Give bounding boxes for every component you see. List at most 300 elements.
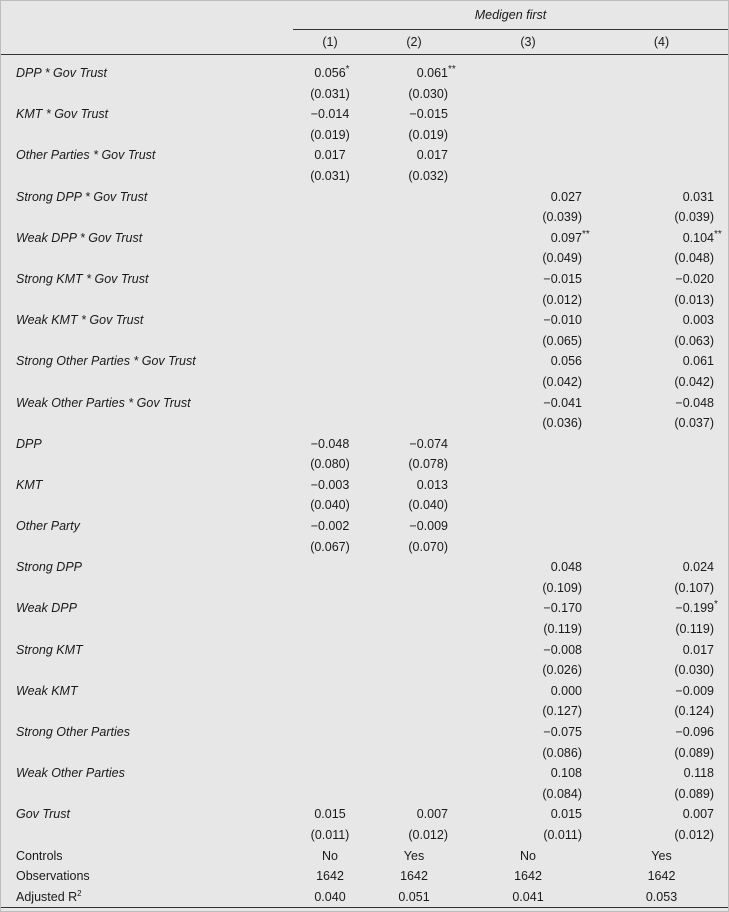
row-label-blank <box>1 619 293 640</box>
standard-error-cell <box>367 743 461 764</box>
standard-error-cell: (0.086) <box>542 745 582 760</box>
coefficient-cell <box>461 475 595 496</box>
coefficient-value <box>675 598 718 619</box>
table-row <box>1 310 728 331</box>
standard-error-cell: (0.031) <box>310 86 350 101</box>
table-row <box>1 701 728 722</box>
row-label-blank <box>1 701 293 722</box>
coefficient-value <box>683 187 714 208</box>
coefficient-value <box>551 351 582 372</box>
footer-label-text: Controls <box>16 848 63 863</box>
row-label-blank <box>1 495 293 516</box>
coefficient-cell <box>293 434 367 455</box>
standard-error-cell <box>367 331 461 352</box>
coefficient-cell <box>367 763 461 784</box>
row-label: Strong Other Parties <box>16 725 130 739</box>
coefficient-cell <box>461 393 595 414</box>
row-label-blank <box>1 784 293 805</box>
group-title: Medigen first <box>293 1 728 30</box>
row-label-blank <box>1 660 293 681</box>
coefficient-cell <box>595 516 728 537</box>
coefficient-value <box>675 269 714 290</box>
standard-error-cell: (0.012) <box>408 827 448 842</box>
table-row <box>1 557 728 578</box>
standard-error-cell <box>293 743 367 764</box>
standard-error-cell: (0.127) <box>542 704 582 719</box>
standard-error-cell: (0.013) <box>674 292 714 307</box>
coefficient-value <box>551 763 582 784</box>
table-row <box>1 784 728 805</box>
coefficient-cell <box>293 681 367 702</box>
coefficient-cell <box>461 763 595 784</box>
row-label-blank <box>1 248 293 269</box>
significance-stars: ** <box>582 228 590 240</box>
coefficient-cell <box>595 598 728 619</box>
coefficient-value <box>683 557 714 578</box>
coefficient-number: −0.003 <box>310 477 350 492</box>
table-row <box>1 434 728 455</box>
footer-value: 0.053 <box>595 887 728 908</box>
coefficient-number: 0.108 <box>550 766 582 781</box>
coefficient-number: −0.074 <box>409 436 448 451</box>
coefficient-cell <box>461 598 595 619</box>
standard-error-cell <box>367 290 461 311</box>
standard-error-cell <box>367 578 461 599</box>
standard-error-cell: (0.026) <box>542 663 582 678</box>
coefficient-cell <box>595 804 728 825</box>
coefficient-cell <box>293 351 367 372</box>
coefficient-number: −0.015 <box>409 107 448 122</box>
table-row <box>1 887 728 908</box>
standard-error-cell: (0.039) <box>674 210 714 225</box>
coefficient-cell <box>595 269 728 290</box>
coefficient-value <box>314 63 350 84</box>
table-row <box>1 640 728 661</box>
coefficient-number: −0.041 <box>543 395 582 410</box>
standard-error-cell <box>293 413 367 434</box>
table-row <box>1 269 728 290</box>
coefficient-cell <box>293 804 367 825</box>
standard-error-cell <box>461 495 595 516</box>
standard-error-cell: (0.011) <box>310 827 350 842</box>
coefficient-number: 0.007 <box>416 807 448 822</box>
row-label-blank <box>1 825 293 846</box>
coefficient-cell <box>367 434 461 455</box>
standard-error-cell <box>461 125 595 146</box>
table-body <box>1 63 728 908</box>
row-label: Other Party <box>16 519 80 534</box>
coefficient-value <box>311 475 350 496</box>
row-label-blank <box>1 372 293 393</box>
coefficient-number: −0.014 <box>310 107 350 122</box>
coefficient-number: 0.003 <box>682 313 714 328</box>
footer-value: 1642 <box>514 869 542 884</box>
coefficient-cell <box>595 310 728 331</box>
standard-error-cell <box>461 454 595 475</box>
coefficient-cell <box>293 228 367 249</box>
table-row <box>1 248 728 269</box>
coefficient-cell <box>461 351 595 372</box>
standard-error-cell <box>367 413 461 434</box>
footer-value: No <box>520 848 536 863</box>
row-label-blank <box>1 413 293 434</box>
standard-error-cell <box>595 495 728 516</box>
table-row <box>1 228 728 249</box>
footer-label <box>1 887 293 908</box>
coefficient-value <box>551 557 582 578</box>
coefficient-value <box>409 104 448 125</box>
table-row <box>1 804 728 825</box>
row-label: Strong DPP <box>16 560 83 575</box>
standard-error-cell: (0.031) <box>310 168 350 183</box>
row-label-blank <box>1 290 293 311</box>
row-label: Strong KMT <box>16 642 83 657</box>
standard-error-cell: (0.119) <box>543 622 582 637</box>
coefficient-cell <box>461 310 595 331</box>
standard-error-cell <box>293 372 367 393</box>
coefficient-number: 0.017 <box>416 148 448 163</box>
coefficient-number: 0.017 <box>314 148 346 163</box>
regression-table <box>1 1 728 908</box>
standard-error-cell: (0.040) <box>310 498 350 513</box>
footer-label-text: Adjusted R <box>16 889 78 904</box>
standard-error-cell: (0.036) <box>542 416 582 431</box>
coefficient-number: 0.024 <box>682 560 714 575</box>
standard-error-cell: (0.080) <box>310 457 350 472</box>
column-header-blank <box>1 30 293 55</box>
coefficient-cell <box>461 145 595 166</box>
coefficient-cell <box>595 557 728 578</box>
coefficient-cell <box>367 557 461 578</box>
table-row <box>1 393 728 414</box>
coefficient-cell <box>461 63 595 84</box>
standard-error-cell <box>595 125 728 146</box>
standard-error-cell <box>461 84 595 105</box>
coefficient-value <box>409 516 448 537</box>
coefficient-cell <box>461 104 595 125</box>
column-header-1: (1) <box>293 30 367 55</box>
coefficient-value <box>417 145 448 166</box>
standard-error-cell <box>595 84 728 105</box>
coefficient-cell <box>595 640 728 661</box>
row-label-blank <box>1 743 293 764</box>
coefficient-value <box>409 434 448 455</box>
coefficient-value <box>417 804 448 825</box>
coefficient-value <box>675 681 714 702</box>
coefficient-number: 0.104 <box>682 230 714 245</box>
coefficient-cell <box>293 393 367 414</box>
standard-error-cell: (0.011) <box>543 827 582 842</box>
coefficient-cell <box>595 187 728 208</box>
footer-value: 1642 <box>316 869 344 884</box>
coefficient-cell <box>293 310 367 331</box>
coefficient-cell <box>293 557 367 578</box>
coefficient-value <box>683 804 714 825</box>
coefficient-value <box>683 351 714 372</box>
standard-error-cell: (0.124) <box>674 704 714 719</box>
table-row <box>1 660 728 681</box>
coefficient-cell <box>293 763 367 784</box>
coefficient-number: −0.009 <box>409 519 448 534</box>
coefficient-cell <box>293 722 367 743</box>
coefficient-cell <box>367 640 461 661</box>
header-spacer <box>1 55 728 64</box>
table-row <box>1 578 728 599</box>
table-row <box>1 681 728 702</box>
footer-value: Yes <box>651 848 672 863</box>
standard-error-cell: (0.030) <box>408 86 448 101</box>
standard-error-cell: (0.070) <box>408 539 448 554</box>
row-label-blank <box>1 454 293 475</box>
standard-error-cell: (0.042) <box>542 374 582 389</box>
coefficient-value <box>543 269 582 290</box>
coefficient-cell <box>367 310 461 331</box>
column-header-3: (3) <box>461 30 595 55</box>
coefficient-number: 0.015 <box>314 807 346 822</box>
standard-error-cell <box>461 537 595 558</box>
row-label: Weak KMT * Gov Trust <box>16 313 144 328</box>
standard-error-cell <box>293 660 367 681</box>
standard-error-cell: (0.042) <box>674 374 714 389</box>
standard-error-cell: (0.084) <box>542 786 582 801</box>
table-row <box>1 537 728 558</box>
standard-error-cell: (0.037) <box>674 416 714 431</box>
coefficient-number: −0.010 <box>543 313 582 328</box>
row-label: DPP <box>16 436 42 451</box>
standard-error-cell: (0.012) <box>674 827 714 842</box>
row-label: Other Parties * Gov Trust <box>16 148 156 163</box>
table-row <box>1 63 728 84</box>
footer-value: 1642 <box>400 869 428 884</box>
footer-label-text: Observations <box>16 869 90 884</box>
coefficient-cell <box>367 681 461 702</box>
coefficient-number: 0.000 <box>550 683 582 698</box>
standard-error-cell: (0.063) <box>674 333 714 348</box>
row-label: KMT <box>16 477 43 492</box>
row-label: Strong DPP * Gov Trust <box>16 189 148 204</box>
coefficient-value <box>683 640 714 661</box>
coefficient-cell <box>595 228 728 249</box>
coefficient-cell <box>367 393 461 414</box>
coefficient-cell <box>367 351 461 372</box>
coefficient-cell <box>595 393 728 414</box>
significance-stars: * <box>714 599 718 611</box>
table-row <box>1 825 728 846</box>
coefficient-number: −0.075 <box>543 725 582 739</box>
standard-error-cell <box>293 207 367 228</box>
coefficient-cell <box>293 104 367 125</box>
significance-stars: * <box>345 64 350 75</box>
coefficient-value <box>543 310 582 331</box>
coefficient-value <box>314 804 345 825</box>
standard-error-cell: (0.012) <box>542 292 582 307</box>
standard-error-cell: (0.030) <box>674 663 714 678</box>
coefficient-cell <box>293 475 367 496</box>
standard-error-cell <box>293 701 367 722</box>
column-header-4: (4) <box>595 30 728 55</box>
footer-label <box>1 846 293 867</box>
row-label: Strong Other Parties * Gov Trust <box>16 354 196 369</box>
coefficient-cell <box>293 516 367 537</box>
row-label: Weak DPP * Gov Trust <box>16 230 143 245</box>
row-label-blank <box>1 578 293 599</box>
row-label: DPP * Gov Trust <box>16 66 107 80</box>
coefficient-number: −0.048 <box>310 436 350 451</box>
coefficient-cell <box>595 63 728 84</box>
coefficient-value <box>551 187 582 208</box>
coefficient-cell <box>293 598 367 619</box>
coefficient-number: 0.017 <box>682 642 714 657</box>
coefficient-cell <box>367 598 461 619</box>
table-row <box>1 454 728 475</box>
standard-error-cell <box>367 248 461 269</box>
row-label: Weak KMT <box>16 683 78 698</box>
table-row <box>1 866 728 887</box>
standard-error-cell: (0.040) <box>408 498 448 513</box>
coefficient-value <box>416 63 456 84</box>
footer-label-superscript: 2 <box>77 888 82 898</box>
table-row <box>1 372 728 393</box>
table-row <box>1 495 728 516</box>
coefficient-number: 0.007 <box>682 807 714 822</box>
coefficient-number: 0.097 <box>550 230 582 245</box>
coefficient-cell <box>293 640 367 661</box>
table-row <box>1 763 728 784</box>
coefficient-cell <box>293 63 367 84</box>
coefficient-value <box>311 104 350 125</box>
coefficient-value <box>675 393 714 414</box>
standard-error-cell: (0.032) <box>408 168 448 183</box>
table-row <box>1 598 728 619</box>
coefficient-number: −0.015 <box>543 271 582 286</box>
standard-error-cell: (0.107) <box>674 580 714 595</box>
row-label: Weak DPP <box>16 601 77 616</box>
coefficient-cell <box>367 187 461 208</box>
coefficient-value <box>311 516 350 537</box>
standard-error-cell: (0.089) <box>674 786 714 801</box>
standard-error-cell <box>367 372 461 393</box>
coefficient-number: 0.015 <box>550 807 582 822</box>
coefficient-cell <box>461 640 595 661</box>
standard-error-cell <box>595 537 728 558</box>
coefficient-number: −0.096 <box>675 725 714 739</box>
table-row <box>1 722 728 743</box>
row-label-blank <box>1 331 293 352</box>
coefficient-cell <box>461 804 595 825</box>
footer-label <box>1 866 293 887</box>
standard-error-cell <box>595 454 728 475</box>
coefficient-cell <box>367 722 461 743</box>
footer-value: No <box>322 848 338 863</box>
standard-error-cell: (0.078) <box>408 457 448 472</box>
table-row <box>1 516 728 537</box>
coefficient-number: 0.056 <box>550 354 582 369</box>
coefficient-number: −0.199 <box>675 601 714 616</box>
coefficient-cell <box>293 187 367 208</box>
coefficient-cell <box>461 681 595 702</box>
coefficient-value <box>551 681 582 702</box>
standard-error-cell <box>293 331 367 352</box>
coefficient-value <box>314 145 345 166</box>
row-label: Strong KMT * Gov Trust <box>16 271 149 286</box>
coefficient-cell <box>461 269 595 290</box>
coefficient-number: 0.061 <box>416 66 448 80</box>
standard-error-cell: (0.048) <box>674 251 714 266</box>
footer-value: Yes <box>403 848 425 863</box>
footer-value: 0.041 <box>461 887 595 908</box>
coefficient-cell <box>367 145 461 166</box>
coefficient-cell <box>461 228 595 249</box>
footer-value: 0.040 <box>293 887 367 908</box>
footer-value: 0.051 <box>367 887 461 908</box>
significance-stars: ** <box>714 228 722 240</box>
table-row <box>1 475 728 496</box>
coefficient-cell <box>595 434 728 455</box>
table-row <box>1 413 728 434</box>
coefficient-cell <box>293 145 367 166</box>
table-row <box>1 166 728 187</box>
standard-error-cell: (0.119) <box>675 622 714 637</box>
standard-error-cell <box>367 660 461 681</box>
standard-error-cell <box>293 784 367 805</box>
standard-error-cell <box>293 578 367 599</box>
coefficient-value <box>683 310 714 331</box>
row-label-blank <box>1 84 293 105</box>
coefficient-cell <box>461 722 595 743</box>
coefficient-number: 0.013 <box>416 477 448 492</box>
standard-error-cell: (0.089) <box>674 745 714 760</box>
standard-error-cell: (0.065) <box>542 333 582 348</box>
coefficient-cell <box>595 145 728 166</box>
coefficient-value <box>684 763 714 784</box>
coefficient-number: −0.020 <box>675 271 714 286</box>
coefficient-cell <box>461 434 595 455</box>
coefficient-cell <box>367 104 461 125</box>
coefficient-number: 0.027 <box>550 189 582 204</box>
coefficient-value <box>417 475 448 496</box>
standard-error-cell: (0.049) <box>542 251 582 266</box>
coefficient-cell <box>367 516 461 537</box>
coefficient-value <box>675 722 714 743</box>
standard-error-cell <box>293 290 367 311</box>
coefficient-value <box>682 228 722 249</box>
row-label-blank <box>1 166 293 187</box>
coefficient-cell <box>595 475 728 496</box>
coefficient-cell <box>461 187 595 208</box>
coefficient-cell <box>595 681 728 702</box>
standard-error-cell <box>595 166 728 187</box>
coefficient-cell <box>595 104 728 125</box>
coefficient-value <box>551 804 582 825</box>
coefficient-value <box>543 722 582 743</box>
coefficient-cell <box>367 475 461 496</box>
table-row <box>1 104 728 125</box>
standard-error-cell: (0.019) <box>408 127 448 142</box>
coefficient-cell <box>367 228 461 249</box>
row-label: KMT * Gov Trust <box>16 107 109 122</box>
row-label: Weak Other Parties <box>16 766 125 781</box>
table-row <box>1 145 728 166</box>
standard-error-cell: (0.039) <box>542 210 582 225</box>
table-row <box>1 331 728 352</box>
row-label-blank <box>1 125 293 146</box>
standard-error-cell <box>461 166 595 187</box>
coefficient-cell <box>293 269 367 290</box>
table-row <box>1 743 728 764</box>
coefficient-number: 0.048 <box>550 560 582 575</box>
table-row <box>1 125 728 146</box>
table-row <box>1 846 728 867</box>
